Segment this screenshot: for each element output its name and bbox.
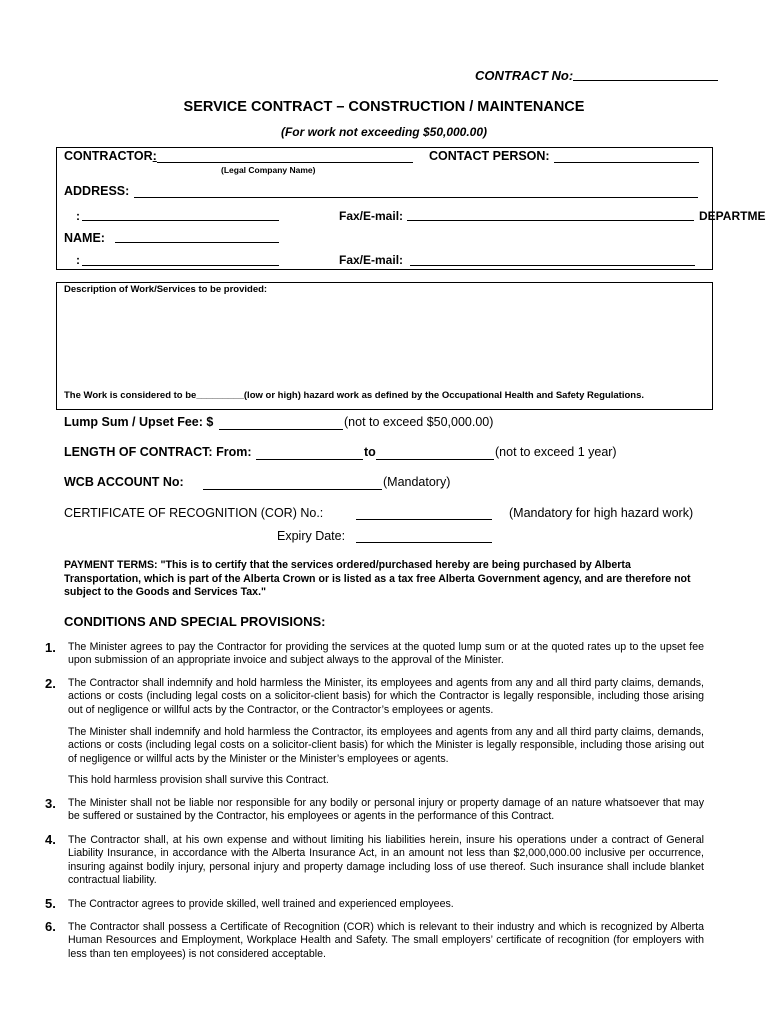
- contact-person-label: CONTACT PERSON:: [429, 149, 550, 163]
- legal-name-hint: (Legal Company Name): [221, 165, 316, 175]
- wcb-label: WCB ACCOUNT No:: [64, 475, 184, 489]
- wcb-field[interactable]: [203, 489, 382, 490]
- condition-text: This hold harmless provision shall survive this Contract.: [68, 774, 329, 786]
- condition-number: 3.: [45, 796, 56, 811]
- condition-number: 2.: [45, 676, 56, 691]
- department-label: DEPARTME: [699, 209, 766, 223]
- fax-email-label-1: Fax/E-mail:: [339, 209, 404, 223]
- contact-person-field[interactable]: [554, 162, 699, 163]
- cor-field[interactable]: [356, 519, 492, 520]
- fax-email-label-2: Fax/E-mail:: [339, 253, 404, 267]
- payment-terms: PAYMENT TERMS: "This is to certify that the services ordered/purchased hereby are being purchased by Alberta Transportation, which is part of the Alberta Crown or is listed as a tax free Alberta Government agency, and are therefore not subject to the Goods and Services Tax.": [64, 559, 691, 598]
- document-title: SERVICE CONTRACT – CONSTRUCTION / MAINTENANCE: [183, 99, 585, 115]
- condition-text: The Contractor shall, at his own expense and without limiting his liabilities herein, insure his operations under a contract of General Liability Insurance, in accordance with the Alberta Insurance Act, in an amount not less than $2,000,000.00 inclusive per occurrence, insuring against bodily injury, personal injury and property damage including loss of use thereof. Such insurance shall include blanket contractual liability.: [68, 834, 704, 887]
- wcb-note: (Mandatory): [383, 475, 451, 489]
- phone-field-1[interactable]: [82, 220, 279, 221]
- condition-text: The Contractor agrees to provide skilled, well trained and experienced employees.: [68, 898, 454, 910]
- cor-label: CERTIFICATE OF RECOGNITION (COR) No.:: [64, 506, 324, 520]
- fax-email-field-1[interactable]: [407, 220, 694, 221]
- description-label: Description of Work/Services to be provided:: [64, 284, 268, 295]
- length-from-field[interactable]: [256, 459, 363, 460]
- length-to-label: to: [364, 445, 376, 459]
- contract-no-label: CONTRACT No:: [475, 68, 574, 83]
- length-note: (not to exceed 1 year): [495, 445, 617, 459]
- conditions-heading: CONDITIONS AND SPECIAL PROVISIONS:: [64, 614, 326, 629]
- length-to-field[interactable]: [376, 459, 494, 460]
- phone-label-2: :: [76, 253, 80, 267]
- phone-label-1: :: [76, 209, 80, 223]
- lump-sum-field[interactable]: [219, 429, 343, 430]
- document-subtitle: (For work not exceeding $50,000.00): [280, 125, 488, 139]
- lump-sum-label: Lump Sum / Upset Fee: $: [64, 415, 214, 429]
- condition-number: 6.: [45, 919, 56, 934]
- expiry-field[interactable]: [356, 542, 492, 543]
- expiry-label: Expiry Date:: [277, 529, 346, 543]
- length-label: LENGTH OF CONTRACT: From:: [64, 445, 252, 459]
- contractor-name-field[interactable]: [157, 162, 413, 163]
- condition-text: The Minister agrees to pay the Contractor for providing the services at the quoted lump sum or at the quoted rates up to the upset fee upon submission of an appropriate invoice and subject always to the approval of the Minister.: [68, 641, 704, 667]
- condition-text: The Minister shall not be liable nor responsible for any bodily or personal injury or property damage of an nature whatsoever that may be suffered or sustained by the Contractor, his employees or agents in the performance of this Contract.: [68, 797, 704, 823]
- fax-email-field-2[interactable]: [410, 265, 695, 266]
- contractor-label: CONTRACTOR:: [64, 149, 157, 163]
- condition-text: The Contractor shall possess a Certificate of Recognition (COR) which is relevant to their industry and which is recognized by Alberta Human Resources and Employment, Workplace Health and Safety. The small employers’ certificate of recognition (for employers with less than ten employees) is not considered acceptable.: [68, 921, 704, 960]
- hazard-statement: The Work is considered to be_________(low or high) hazard work as defined by the Occupational Health and Safety Regulations.: [64, 390, 645, 401]
- condition-text: The Minister shall indemnify and hold harmless the Contractor, its employees and agents from any and all third party claims, demands, actions or costs (including legal costs on a solicitor-client basis) for which the Minister is legally responsible, including those arising out of negligence or willful acts by the Minister or the Minister’s employees or agents.: [68, 726, 704, 765]
- condition-text: The Contractor shall indemnify and hold harmless the Minister, its employees and agents from any and all third party claims, demands, actions or costs (including legal costs on a solicitor-client basis) for which the Contractor is legally responsible, including those arising out of negligence or willful acts by the Contractor, or the Contractor’s employees or agents.: [68, 677, 704, 716]
- condition-number: 1.: [45, 640, 56, 655]
- phone-field-2[interactable]: [82, 265, 279, 266]
- condition-number: 5.: [45, 896, 56, 911]
- name-field[interactable]: [115, 242, 279, 243]
- name-label: NAME:: [64, 231, 105, 245]
- contract-no-field[interactable]: [573, 80, 718, 81]
- cor-note: (Mandatory for high hazard work): [509, 506, 694, 520]
- lump-sum-note: (not to exceed $50,000.00): [344, 415, 494, 429]
- condition-number: 4.: [45, 832, 56, 847]
- address-field[interactable]: [134, 197, 698, 198]
- address-label: ADDRESS:: [64, 184, 130, 198]
